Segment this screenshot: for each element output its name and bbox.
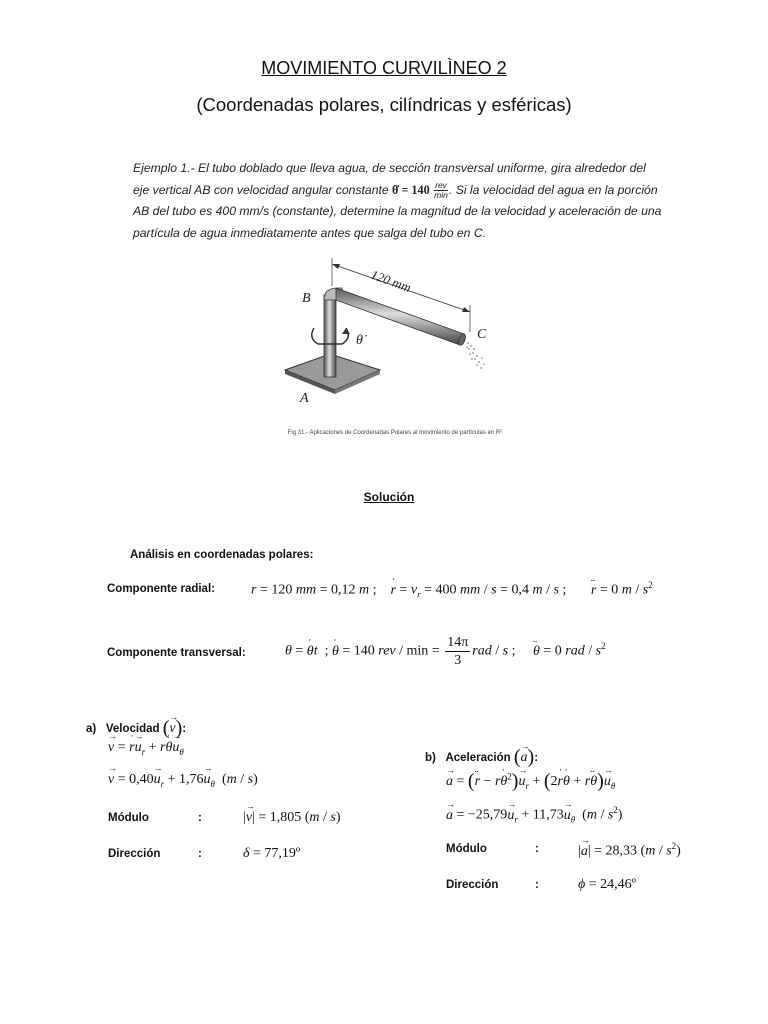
velocity-modulus-colon: : <box>198 812 202 824</box>
polar-analysis-label: Análisis en coordenadas polares: <box>130 549 314 561</box>
figure-caption: Fig 31.- Aplicaciones de Coordenadas Polares al movimiento de partículas en R² <box>287 430 503 436</box>
acceleration-direction-label: Dirección <box>446 879 499 891</box>
radial-equations: r = 120 mm = 0,12 m ; ˙ $r = v_r = 400$ mm / s = 0,4 m / s ; ¨ r = 0 m / $s^2$ <box>251 580 653 599</box>
velocity-direction-colon: : <box>198 848 202 860</box>
theta-dot-value: θ̇ = 140 <box>392 182 430 197</box>
rotation-arrow-head <box>342 328 350 334</box>
frac-num: rev <box>435 179 447 190</box>
velocity-modulus-value: 1,805 <box>269 810 302 825</box>
velocity-item-letter: a) <box>86 723 97 735</box>
velocity-transverse: 1,76 <box>179 772 204 787</box>
r-ddot-value: 0 <box>611 582 619 598</box>
acceleration-radial: −25,79 <box>467 807 508 823</box>
acceleration-transverse: 11,73 <box>532 807 564 823</box>
page-subtitle: (Coordenadas polares, cilíndricas y esféricas) <box>196 94 572 115</box>
dim-label: 120 mm <box>368 266 414 296</box>
acceleration-item: b) Aceleración (→ a): <box>425 746 538 769</box>
transverse-component-label: Componente transversal: <box>107 647 246 659</box>
acceleration-direction-colon: : <box>535 879 539 891</box>
velocity-result: → $v = 0,40\to u_r + 1,76\to u_\theta$ (m / s) <box>108 772 258 789</box>
acceleration-formula: → a = (¨ r − r˙ $\theta^2)\to u_r$ + (2˙ r˙ θ + r¨ $\theta)\to u_\theta$ <box>446 770 615 793</box>
r-value-m: 0,12 <box>331 582 356 598</box>
velocity-radial: 0,40 <box>129 772 154 787</box>
acceleration-direction: ϕ = 24,46º <box>578 877 636 892</box>
acceleration-result: → $a = -25,79\to u_r + 11,73\to u_\theta$ $(m / s^2)$ <box>446 805 622 824</box>
rev-per-min-fraction <box>434 181 448 200</box>
solution-heading: Solución <box>363 490 415 504</box>
theta-frac-den: 3 <box>454 653 462 668</box>
velocity-direction-label: Dirección <box>108 848 161 860</box>
label-a: A <box>300 391 309 406</box>
problem-statement <box>133 158 663 244</box>
velocity-modulus: |→ v| = 1,805 (m / s) <box>243 810 341 826</box>
dim-arrow-right <box>462 307 470 312</box>
r-value: 120 <box>271 582 293 598</box>
theta-ddot-value: 0 <box>554 643 562 659</box>
label-b: B <box>302 291 311 306</box>
problem-rest: . Si la velocidad del agua en la porción AB del tubo es 400 mm/s (constante), determine la magnitud de la velocidad y aceleración de una partícula de agua inmediatamente antes que salga del tubo en C. <box>133 182 662 240</box>
acceleration-modulus-value: 28,33 <box>605 843 638 859</box>
velocity-label: Velocidad <box>105 723 160 735</box>
page-title: MOVIMIENTO CURVILÌNEO 2 <box>261 58 507 78</box>
velocity-direction: δ = 77,19º <box>243 846 301 861</box>
velocity-formula: → v = ˙ $r\to u_r$ + r˙ $\theta\to u_\theta$ <box>108 740 184 757</box>
velocity-item: a) Velocidad (→ v): <box>86 717 186 740</box>
theta-frac-num: 14π <box>447 635 469 650</box>
acceleration-label: Aceleración <box>445 752 511 764</box>
dim-arrow-left <box>332 264 340 269</box>
acceleration-modulus: |→ a| = 28,33 $(m / s^2)$ <box>578 841 681 860</box>
r-dot-value-m: 0,4 <box>511 582 529 598</box>
r-dot-value: 400 <box>435 582 457 598</box>
problem-lead: Ejemplo 1.- El tubo doblado que lleva agua, de sección transversal uniforme, gira alrededor del eje vertical AB con velocidad angular constante <box>133 161 646 197</box>
theta-dot-rev: 140 <box>353 643 375 659</box>
theta-dot-fraction <box>445 634 470 669</box>
acceleration-direction-value: 24,46º <box>600 877 636 892</box>
water-spray <box>466 342 485 369</box>
acceleration-item-letter: b) <box>425 752 436 764</box>
vertical-tube <box>324 295 336 377</box>
velocity-direction-value: 77,19º <box>264 846 301 861</box>
label-c: C <box>477 327 487 342</box>
frac-den: min <box>434 189 448 200</box>
velocity-modulus-label: Módulo <box>108 812 149 824</box>
radial-component-label: Componente radial: <box>107 583 215 595</box>
bent-tube-figure <box>270 250 520 420</box>
transverse-equations: θ = ˙ θt ; ˙ θ = 140 rev / min = $\frac{14\pi}{3}$ rad / s ; ¨ θ = 0 rad / $s^2$ <box>285 634 606 669</box>
acceleration-modulus-label: Módulo <box>446 843 487 855</box>
acceleration-modulus-colon: : <box>535 843 539 855</box>
label-theta-dot: θ̇ <box>356 333 363 348</box>
